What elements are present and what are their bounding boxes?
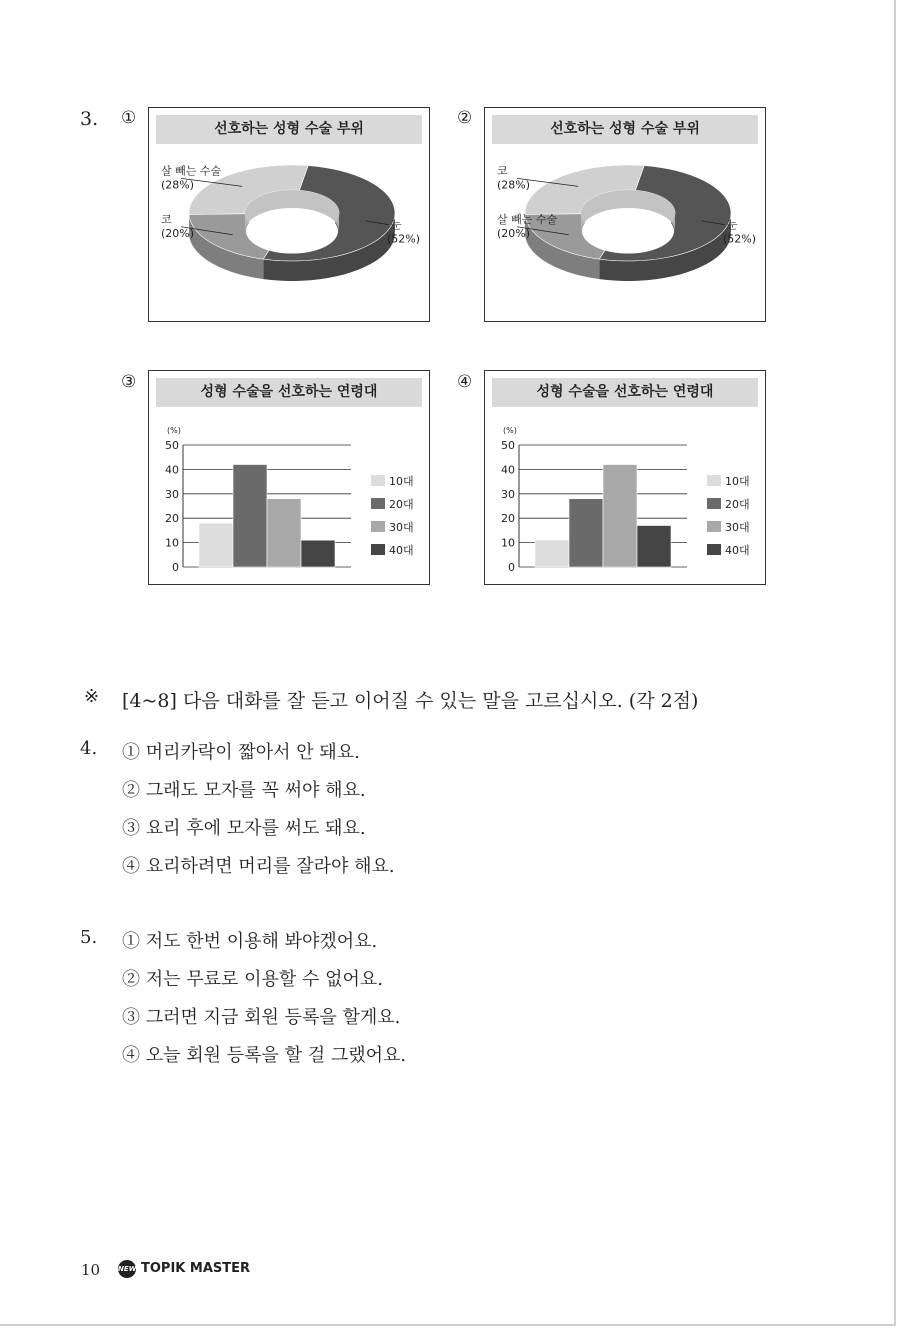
chart-title: 선호하는 성형 수술 부위 (156, 115, 422, 144)
q5-option-4[interactable]: ④ 오늘 회원 등록을 할 걸 그랬어요. (122, 1045, 407, 1066)
legend-swatch-30대 (707, 521, 721, 532)
question-3-number: 3. (80, 108, 99, 130)
option-mark-1[interactable]: ① (121, 108, 137, 128)
q5-option-3[interactable]: ③ 그러면 지금 회원 등록을 할게요. (122, 1007, 401, 1028)
legend-label: 10대 (725, 475, 750, 488)
y-tick-label: 30 (501, 487, 515, 501)
slice-label: 살 빼는 수술 (497, 212, 558, 226)
option-mark-2[interactable]: ② (457, 108, 473, 128)
legend-swatch-10대 (371, 475, 385, 486)
chart-title: 선호하는 성형 수술 부위 (492, 115, 758, 144)
y-tick-label: 50 (165, 439, 179, 452)
legend-swatch-40대 (707, 544, 721, 555)
slice-label: 코 (497, 164, 508, 178)
bar-40대 (301, 540, 335, 567)
option-mark-3[interactable]: ③ (121, 372, 137, 392)
y-unit-label: (%) (167, 426, 181, 435)
y-tick-label: 20 (165, 512, 179, 526)
legend-swatch-10대 (707, 475, 721, 486)
bar-40대 (637, 526, 671, 567)
donut-hole-floor (582, 208, 674, 253)
slice-value: (20%) (497, 226, 531, 240)
legend-label: 40대 (389, 544, 414, 557)
slice-label: 살 빼는 수술 (161, 164, 222, 178)
bar-20대 (569, 499, 603, 567)
chart-option-2 (484, 107, 766, 322)
legend-label: 30대 (389, 521, 414, 534)
question-5-number: 5. (80, 927, 98, 948)
footer-brand: TOPIK MASTER (141, 1261, 251, 1276)
bar-10대 (199, 523, 233, 567)
donut-chart (485, 108, 767, 323)
chart-option-1 (148, 107, 430, 322)
q4-option-2[interactable]: ② 그래도 모자를 꼭 써야 해요. (122, 780, 366, 801)
chart-option-4 (484, 370, 766, 585)
chart-title: 성형 수술을 선호하는 연령대 (156, 378, 422, 407)
slice-value: (52%) (723, 232, 757, 246)
legend-swatch-30대 (371, 521, 385, 532)
y-tick-label: 40 (501, 463, 515, 477)
q4-option-4[interactable]: ④ 요리하려면 머리를 잘라야 해요. (122, 856, 395, 877)
bar-chart (149, 371, 431, 586)
slice-label: 코 (161, 212, 172, 226)
bar-10대 (535, 540, 569, 567)
chart-option-3 (148, 370, 430, 585)
legend-label: 20대 (389, 498, 414, 511)
y-tick-label: 20 (501, 512, 515, 526)
new-badge-icon: NEW (118, 1260, 136, 1278)
q4-option-3[interactable]: ③ 요리 후에 모자를 써도 돼요. (122, 818, 366, 839)
legend-label: 20대 (725, 498, 750, 511)
q5-option-1[interactable]: ① 저도 한번 이용해 봐야겠어요. (122, 931, 378, 952)
bar-30대 (267, 499, 301, 567)
legend-label: 40대 (725, 544, 750, 557)
y-tick-label: 30 (165, 487, 179, 501)
y-tick-label: 10 (165, 536, 179, 550)
instruction-text: [4~8] 다음 대화를 잘 듣고 이어질 수 있는 말을 고르십시오. (각 2점) (122, 690, 699, 712)
page-number: 10 (81, 1261, 101, 1279)
chart-title: 성형 수술을 선호하는 연령대 (492, 378, 758, 407)
y-tick-label: 10 (501, 536, 515, 550)
slice-value: (28%) (161, 178, 195, 192)
legend-swatch-20대 (707, 498, 721, 509)
slice-value: (28%) (497, 178, 531, 192)
donut-hole-floor (246, 208, 338, 253)
legend-swatch-40대 (371, 544, 385, 555)
slice-label: 눈 (727, 218, 738, 232)
bar-chart (485, 371, 767, 586)
y-tick-label: 0 (172, 561, 179, 574)
legend-label: 30대 (725, 521, 750, 534)
y-tick-label: 50 (501, 439, 515, 452)
y-unit-label: (%) (503, 426, 517, 435)
bar-20대 (233, 465, 267, 567)
slice-value: (20%) (161, 226, 195, 240)
donut-chart (149, 108, 431, 323)
question-4-number: 4. (80, 738, 98, 759)
slice-label: 눈 (391, 218, 402, 232)
y-tick-label: 0 (508, 561, 515, 574)
instruction-mark: ※ (84, 686, 100, 707)
y-tick-label: 40 (165, 463, 179, 477)
option-mark-4[interactable]: ④ (457, 372, 473, 392)
slice-value: (52%) (387, 232, 421, 246)
bar-30대 (603, 465, 637, 567)
legend-swatch-20대 (371, 498, 385, 509)
q5-option-2[interactable]: ② 저는 무료로 이용할 수 없어요. (122, 969, 383, 990)
legend-label: 10대 (389, 475, 414, 488)
q4-option-1[interactable]: ① 머리카락이 짧아서 안 돼요. (122, 742, 360, 763)
